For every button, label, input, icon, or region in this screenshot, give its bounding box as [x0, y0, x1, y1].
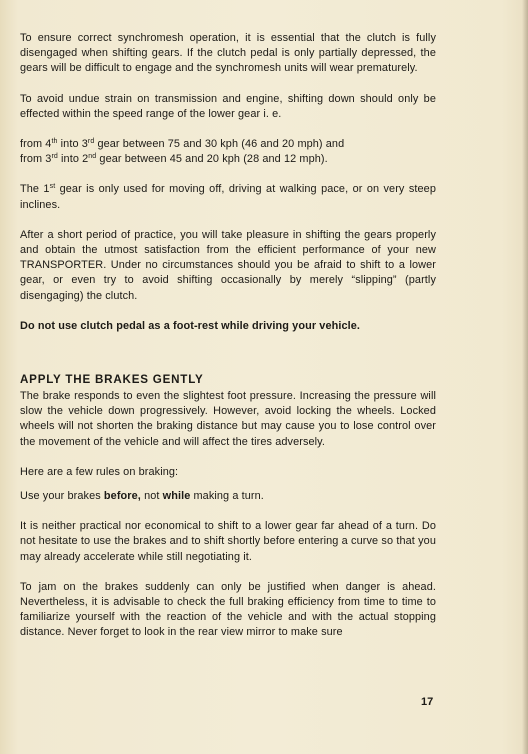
paragraph-shift-turn: It is neither practical nor economical to shift to a lower gear far ahead of a turn. Do not hesitate to use the brakes and to shift shortly before entering a curve so that you may already accelerate while still negotiating it.	[20, 520, 436, 563]
gear-line-3-to-2: from 3rd into 2nd gear between 45 and 20 kph (28 and 12 mph).	[20, 153, 328, 166]
paragraph-jam-brakes: To jam on the brakes suddenly can only be justified when danger is ahead. Nevertheless, it is advisable to check the full braking efficiency from time to time to familiarize yourself with the reaction of the vehicle and with the actual stopping distance. Never forget to look in the rear view mirror to make sure	[20, 580, 436, 639]
paragraph-practice: After a short period of practice, you will take pleasure in shifting the gears properly and obtain the utmost satisfaction from the efficient performance of your new TRANSPORTER. Under no circumstances should you be afraid to shift to a lower gear, or even try to avoid shifting occasionally by merely “slipping” (partly disengaging) the clutch.	[20, 228, 436, 302]
paragraph-before-turn: Use your brakes before, not while making a turn.	[20, 490, 264, 503]
paragraph-braking-rules: Here are a few rules on braking:	[20, 465, 179, 478]
paragraph-foot-rest-warning: Do not use clutch pedal as a foot-rest while driving your vehicle.	[20, 319, 361, 332]
paragraph-synchromesh: To ensure correct synchromesh operation, it is essential that the clutch is fully disengaged when shifting gears. If the clutch pedal is only partially depressed, the gears will be difficult to engage and the synchromesh units will wear prematurely.	[20, 32, 436, 75]
page-number: 17	[421, 696, 434, 708]
paragraph-first-gear: The 1st gear is only used for moving off, driving at walking pace, or on very steep inclines.	[20, 183, 436, 211]
page-content	[20, 31, 436, 641]
paragraph-downshift: To avoid undue strain on transmission and engine, shifting down should only be effected within the speed range of the lower gear i. e.	[20, 92, 436, 120]
page-spine-shadow	[522, 0, 528, 754]
section-heading-brakes: APPLY THE BRAKES GENTLY	[20, 373, 204, 387]
gear-line-4-to-3: from 4th into 3rd gear between 75 and 30 kph (46 and 20 mph) and	[20, 138, 345, 151]
paragraph-brake-response: The brake responds to even the slightest foot pressure. Increasing the pressure will slow the vehicle down progressively. However, avoid locking the wheels. Locked wheels will not shorten the braking distance but may cause you to lose control over the movement of the vehicle and will affect the tires adversely.	[20, 390, 436, 448]
